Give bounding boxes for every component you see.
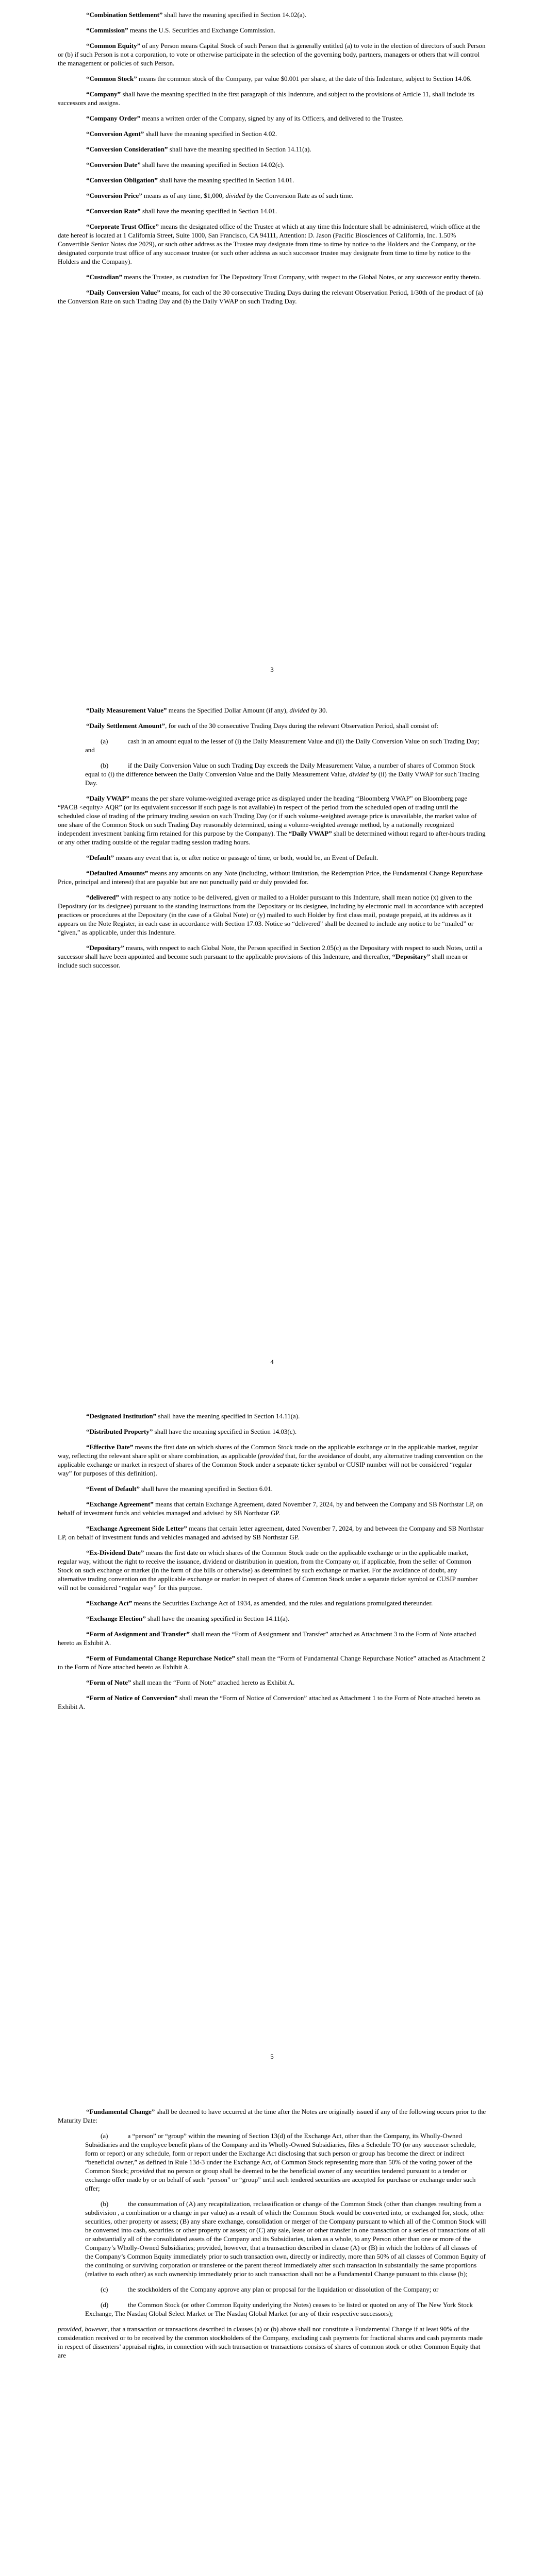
page-6 (0, 2107, 544, 2366)
page-number-4: 4 (270, 1358, 274, 1366)
page-number-5: 5 (270, 2053, 274, 2060)
definition-daily-measurement-value: “Daily Measurement Value” means the Specified Dollar Amount (if any), divided by 30. (86, 706, 327, 714)
clause-a: (a) cash in an amount equal to the lesser of (i) the Daily Measurement Value and (ii) the Daily Conversion Value on such Trading Day; and (85, 737, 480, 754)
definition-paragraph: “Form of Assignment and Transfer” shall mean the “Form of Assignment and Transfer” attached as Attachment 3 to the Form of Note attached hereto as Exhibit A. (58, 1630, 476, 1647)
definition-daily-settlement-amount: “Daily Settlement Amount”, for each of the 30 consecutive Trading Days during the relevant Observation Period, shall consist of: (86, 722, 439, 730)
page-5 (0, 1412, 544, 1718)
definition-delivered: “delivered” with respect to any notice to be delivered, given or mailed to a Holder pursuant to this Indenture, shall mean notice (x) given to the Depositary (or its designee) pursuant to the standing instructions from the Depositary or its designee, including by electronic mail in accordance with accepted practices or procedures at the Depositary (in the case of a Global Note) or (y) mailed to such Holder by first class mail, postage prepaid, at its address as it appears on the Note Register, in each case in accordance with Section 17.03. Notice so “delivered” shall be deemed to include any notice to be “mailed” or “given,” as applicable, under this Indenture. (58, 893, 483, 936)
definition-paragraph: “Form of Note” shall mean the “Form of Note” attached hereto as Exhibit A. (86, 1679, 295, 1686)
definition-paragraph: “Exchange Agreement” means that certain Exchange Agreement, dated November 7, 2024, by and between the Company and SB Northstar LP, on behalf of investment funds and vehicles managed and advised by SB Northstar GP. (58, 1500, 483, 1517)
definition-paragraph: “Conversion Obligation” shall have the meaning specified in Section 14.01. (86, 176, 294, 184)
proviso-paragraph: provided, however, that a transaction or transactions described in clauses (a) or (b) above shall not constitute a Fundamental Change if at least 90% of the consideration received or to be received by the common stockholders of the Company, excluding cash payments for fractional shares and cash payments made in respect of dissenters’ appraisal rights, in connection with such transaction or transactions consists of shares of common stock or other Common Equity that are (58, 2325, 483, 2359)
definition-paragraph: “Conversion Agent” shall have the meaning specified in Section 4.02. (86, 130, 277, 138)
definition-paragraph: “Conversion Price” means as of any time, $1,000, divided by the Conversion Rate as of such time. (86, 192, 354, 199)
definition-paragraph: “Distributed Property” shall have the meaning specified in Section 14.03(c). (86, 1428, 297, 1435)
definition-paragraph: “Combination Settlement” shall have the meaning specified in Section 14.02(a). (86, 11, 307, 19)
definition-paragraph: “Exchange Act” means the Securities Exchange Act of 1934, as amended, and the rules and regulations promulgated thereunder. (86, 1599, 433, 1607)
page-4 (0, 706, 544, 976)
definition-paragraph: “Event of Default” shall have the meaning specified in Section 6.01. (86, 1485, 273, 1493)
clause-b: (b) if the Daily Conversion Value on such Trading Day exceeds the Daily Measurement Value, a number of shares of Common Stock equal to (i) the difference between the Daily Conversion Value and the Daily Measurement Value, divided by (ii) the Daily VWAP for such Trading Day. (85, 761, 480, 787)
clause-a: (a) a “person” or “group” within the meaning of Section 13(d) of the Exchange Act, other than the Company, its Wholly-Owned Subsidiaries and the employee benefit plans of the Company and its Wholly-Owned Subsidiaries, files a Schedule TO (or any successor schedule, form or report) or any schedule, form or report under the Exchange Act disclosing that such person or group has become the direct or indirect “beneficial owner,” as defined in Rule 13d-3 under the Exchange Act, of Common Stock representing more than 50% of the voting power of the Common Stock; provided that no person or group shall be deemed to be the beneficial owner of any securities tendered pursuant to a tender or exchange offer made by or on behalf of such “person” or “group” until such tendered securities are accepted for purchase or exchange under such offer; (85, 2132, 476, 2192)
definition-paragraph: “Common Stock” means the common stock of the Company, par value $0.001 per share, at the date of this Indenture, subject to Section 14.06. (86, 75, 472, 82)
definition-default: “Default” means any event that is, or after notice or passage of time, or both, would be, an Event of Default. (86, 854, 378, 861)
clause-d: (d) the Common Stock (or other Common Equity underlying the Notes) ceases to be listed or quoted on any of The New York Stock Exchange, The Nasdaq Global Select Market or The Nasdaq Global Market (or any of their respective successors); (85, 2301, 473, 2317)
page-number-3: 3 (270, 666, 274, 673)
definition-paragraph: “Commission” means the U.S. Securities and Exchange Commission. (86, 26, 275, 34)
definition-paragraph: “Corporate Trust Office” means the designated office of the Trustee at which at any time this Indenture shall be administered, which office at the date hereof is located at 1 California Street, Suite 1000, San Francisco, CA 94111, Attention: D. Jason (Pacific Biosciences of California, Inc. 1.50% Convertible Senior Notes due 2029), or such other address as the Trustee may designate from time to time by notice to the Holders and the Company, or the designated corporate trust office of any successor trustee (or such other address as such successor trustee may designate from time to time by notice to the Holders and the Company). (58, 223, 481, 265)
clause-b: (b) the consummation of (A) any recapitalization, reclassification or change of the Common Stock (other than changes resulting from a subdivision , a combination or a change in par value) as a result of which the Common Stock would be converted into, or exchanged for, stock, other securities, other property or assets; (B) any share exchange, consolidation or merger of the Company pursuant to which all of the Common Stock will be converted into cash, securities or other property or assets; or (C) any sale, lease or other transfer in one transaction or a series of transactions of all or substantially all of the consolidated assets of the Company and its Subsidiaries, taken as a whole, to any Person other than one or more of the Company’s Wholly-Owned Subsidiaries; provided, however, that a transaction described in clause (A) or (B) in which the holders of all classes of the Company’s Common Equity immediately prior to such transaction own, directly or indirectly, more than 50% of all classes of Common Equity of the continuing or surviving corporation or transferee or the parent thereof immediately after such transaction in substantially the same proportions (relative to each other) as such ownership immediately prior to such transaction shall not be a Fundamental Change pursuant to this clause (b); (85, 2200, 486, 2278)
definition-fundamental-change: “Fundamental Change” shall be deemed to have occurred at the time after the Notes are originally issued if any of the following occurs prior to the Maturity Date: (58, 2108, 486, 2124)
page-3-body (0, 10, 544, 306)
definition-depositary: “Depositary” means, with respect to each Global Note, the Person specified in Section 2.05(c) as the Depositary with respect to such Notes, until a successor shall have been appointed and become such pursuant to the applicable provisions of this Indenture, and thereafter, “Depositary” shall mean or include such successor. (58, 944, 482, 969)
definition-defaulted-amounts: “Defaulted Amounts” means any amounts on any Note (including, without limitation, the Redemption Price, the Fundamental Change Repurchase Price, principal and interest) that are payable but are not punctually paid or duly provided for. (58, 869, 483, 886)
definition-paragraph: “Conversion Rate” shall have the meaning specified in Section 14.01. (86, 207, 277, 215)
definition-paragraph: “Common Equity” of any Person means Capital Stock of such Person that is generally entitled (a) to vote in the election of directors of such Person or (b) if such Person is not a corporation, to vote or otherwise participate in the selection of the governing body, partners, managers or others that will control the management or policies of such Person. (58, 42, 486, 67)
definition-paragraph: “Conversion Date” shall have the meaning specified in Section 14.02(c). (86, 161, 285, 168)
definition-paragraph: “Designated Institution” shall have the meaning specified in Section 14.11(a). (86, 1412, 300, 1420)
definition-paragraph: “Daily Conversion Value” means, for each of the 30 consecutive Trading Days during the relevant Observation Period, 1/30th of the product of (a) the Conversion Rate on such Trading Day and (b) the Daily VWAP on such Trading Day. (58, 289, 483, 305)
definition-paragraph: “Company” shall have the meaning specified in the first paragraph of this Indenture, and subject to the provisions of Article 11, shall include its successors and assigns. (58, 90, 475, 107)
definition-daily-vwap: “Daily VWAP” means the per share volume-weighted average price as displayed under the heading “Bloomberg VWAP” on Bloomberg page “PACB <equity> AQR” (or its equivalent successor if such page is not available) in respect of the period from the scheduled open of trading until the scheduled close of trading of the primary trading session on such Trading Day (or if such volume-weighted average price is unavailable, the market value of one share of the Common Stock on such Trading Day reasonably determined, using a volume-weighted average method, by a nationally recognized independent investment banking firm retained for this purpose by the Company). The “Daily VWAP” shall be determined without regard to after-hours trading or any other trading outside of the regular trading session trading hours. (58, 794, 486, 846)
definition-paragraph: “Ex-Dividend Date” means the first date on which shares of the Common Stock trade on the applicable exchange or in the applicable market, regular way, without the right to receive the issuance, dividend or distribution in question, from the Company or, if applicable, from the seller of Common Stock on such exchange or market (in the form of due bills or otherwise) as determined by such exchange or market. For the avoidance of doubt, any alternative trading convention on the applicable exchange or market in respect of shares of Common Stock under a separate ticker symbol or CUSIP number will not be considered “regular way” for this purpose. (58, 1549, 478, 1591)
definition-paragraph: “Form of Fundamental Change Repurchase Notice” shall mean the “Form of Fundamental Change Repurchase Notice” attached as Attachment 2 to the Form of Note attached hereto as Exhibit A. (58, 1654, 485, 1671)
definition-paragraph: “Form of Notice of Conversion” shall mean the “Form of Notice of Conversion” attached as Attachment 1 to the Form of Note attached hereto as Exhibit A. (58, 1694, 481, 1710)
definition-paragraph: “Exchange Agreement Side Letter” means that certain letter agreement, dated November 7, 2024, by and between the Company and SB Northstar LP, on behalf of investment funds and vehicles managed and advised by SB Northstar GP. (58, 1524, 484, 1541)
definition-paragraph: “Company Order” means a written order of the Company, signed by any of its Officers, and delivered to the Trustee. (86, 114, 404, 122)
page-3 (0, 10, 544, 312)
definition-paragraph: “Custodian” means the Trustee, as custodian for The Depository Trust Company, with respect to the Global Notes, or any successor entity thereto. (86, 273, 481, 281)
page-5-body (0, 1412, 544, 1711)
clause-c: (c) the stockholders of the Company approve any plan or proposal for the liquidation or dissolution of the Company; or (101, 2285, 439, 2293)
definition-paragraph: “Effective Date” means the first date on which shares of the Common Stock trade on the applicable exchange or in the applicable market, regular way, reflecting the relevant share split or share combination, as applicable (provided that, for the avoidance of doubt, any alternative trading convention on the applicable exchange or market in respect of shares of the Common Stock under a separate ticker symbol or CUSIP number will not be considered “regular way” for purposes of this definition). (58, 1443, 483, 1477)
definition-paragraph: “Exchange Election” shall have the meaning specified in Section 14.11(a). (86, 1615, 290, 1622)
definition-paragraph: “Conversion Consideration” shall have the meaning specified in Section 14.11(a). (86, 145, 311, 153)
